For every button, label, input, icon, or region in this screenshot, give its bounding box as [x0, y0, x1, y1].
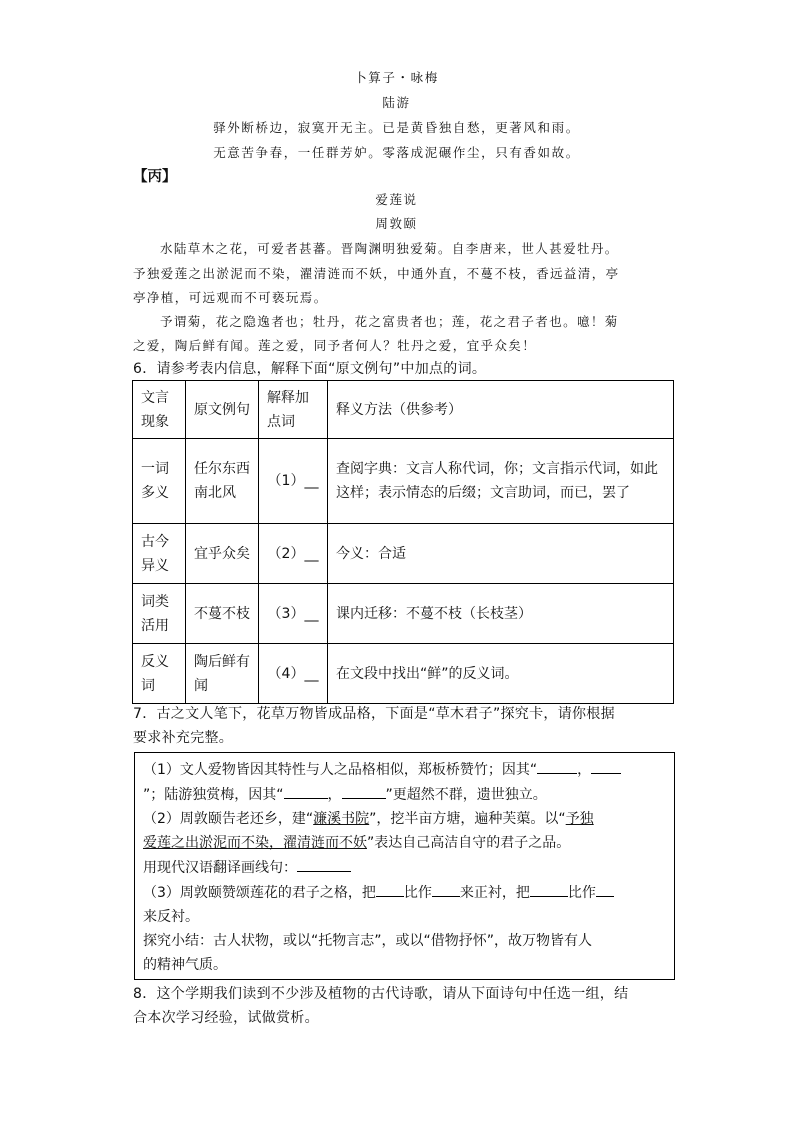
row-method: 查阅字典：文言人称代词，你；文言指示代词，如此这样；表示情态的后缀；文言助词，而已，罢了 [328, 439, 674, 524]
table-row [133, 644, 674, 704]
card-item-2: （2）周敦颐告老还乡，建“濂溪书院”，挖半亩方塘，遍种芙蕖。以“予独 [143, 811, 594, 827]
row-example: 不蔓不枝 [186, 584, 259, 644]
poem-line-2: 无意苦争春，一任群芳妒。零落成泥碾作尘，只有香如故。 [213, 145, 580, 160]
row-method: 课内迁移：不蔓不枝（长枝茎） [328, 584, 674, 644]
blank-3b[interactable] [432, 880, 460, 897]
essay-para2-line2: 之爱，陶后鲜有闻。莲之爱，同予者何人？牡丹之爱，宜乎众矣！ [133, 338, 537, 353]
blank-1d[interactable] [342, 782, 386, 799]
blank-translate[interactable] [297, 855, 351, 872]
essay-author: 周敦颐 [375, 216, 418, 231]
row-phenomenon: 反义词 [133, 644, 186, 704]
question-8-line2: 合本次学习经验，试做赏析。 [133, 1010, 319, 1026]
card-translate-line: 用现代汉语翻译画线句： [143, 855, 666, 880]
row-example: 任尔东西南北风 [186, 439, 259, 524]
poem-line-1: 驿外断桥边，寂寞开无主。已是黄昏独自愁，更著风和雨。 [213, 120, 580, 135]
question-7-line2: 要求补充完整。 [133, 730, 234, 746]
blank-1c[interactable] [284, 782, 328, 799]
table-row [133, 524, 674, 584]
essay-para1-line1: 水陆草木之花，可爱者甚蕃。晋陶渊明独爱菊。自李唐来，世人甚爱牡丹。 [160, 241, 619, 256]
question-6-text: 6．请参考表内信息，解释下面“原文例句”中加点的词。 [133, 361, 487, 377]
card-item-1-cont: ”；陆游独赏梅，因其“ ， ”更超然不群，遗世独立。 [143, 782, 666, 807]
table-header-row [133, 381, 674, 439]
poem-author: 陆游 [382, 95, 411, 110]
row-phenomenon: 古今异义 [133, 524, 186, 584]
essay-title: 爱莲说 [375, 192, 418, 207]
card-summary-cont: 的精神气质。 [143, 957, 227, 973]
header-phenomenon: 文言现象 [133, 381, 186, 439]
card-summary: 探究小结：古人状物，或以“托物言志”，或以“借物抒怀”，故万物皆有人 [143, 933, 593, 949]
table-row [133, 439, 674, 524]
blank-1b[interactable] [591, 757, 621, 774]
card-item-1: （1）文人爱物皆因其特性与人之品格相似，郑板桥赞竹；因其“ ， [143, 757, 666, 782]
blank-3d[interactable] [596, 880, 614, 897]
answer-blank-4[interactable]: （4）__ [259, 644, 328, 704]
row-example: 陶后鲜有闻 [186, 644, 259, 704]
essay-para2-line1: 予谓菊，花之隐逸者也；牡丹，花之富贵者也；莲，花之君子者也。噫！菊 [160, 314, 619, 329]
answer-blank-2[interactable]: （2）__ [259, 524, 328, 584]
header-blank: 解释加点词 [259, 381, 328, 439]
section-bing-label: 【丙】 [133, 169, 177, 185]
q6-table [132, 380, 674, 704]
card-item-3-cont: 来反衬。 [143, 909, 199, 925]
card-item-3: （3）周敦颐赞颂莲花的君子之格，把 比作 来正衬，把 比作 [143, 880, 666, 905]
blank-3a[interactable] [376, 880, 404, 897]
exploration-card [134, 752, 675, 980]
header-example: 原文例句 [186, 381, 259, 439]
question-7-line1: 7．古之文人笔下，花草万物皆成品格，下面是“草木君子”探究卡，请你根据 [133, 706, 615, 722]
row-phenomenon: 词类活用 [133, 584, 186, 644]
header-method: 释义方法（供参考） [328, 381, 674, 439]
essay-para1-line3: 亭净植，可远观而不可亵玩焉。 [133, 290, 328, 305]
poem-title: 卜算子・咏梅 [354, 70, 439, 85]
row-method: 在文段中找出“鲜”的反义词。 [328, 644, 674, 704]
question-8-line1: 8．这个学期我们读到不少涉及植物的古代诗歌，请从下面诗句中任选一组，结 [133, 986, 629, 1002]
row-method: 今义：合适 [328, 524, 674, 584]
card-item-2-cont: 爱莲之出淤泥而不染，濯清涟而不妖”表达自己高洁自守的君子之品。 [143, 835, 571, 851]
blank-3c[interactable] [530, 880, 568, 897]
row-example: 宜乎众矣 [186, 524, 259, 584]
table-row [133, 584, 674, 644]
blank-1a[interactable] [537, 757, 577, 774]
essay-para1-line2: 予独爱莲之出淤泥而不染，濯清涟而不妖，中通外直，不蔓不枝，香远益清，亭 [133, 266, 620, 281]
row-phenomenon: 一词多义 [133, 439, 186, 524]
answer-blank-1[interactable]: （1）__ [259, 439, 328, 524]
answer-blank-3[interactable]: （3）__ [259, 584, 328, 644]
